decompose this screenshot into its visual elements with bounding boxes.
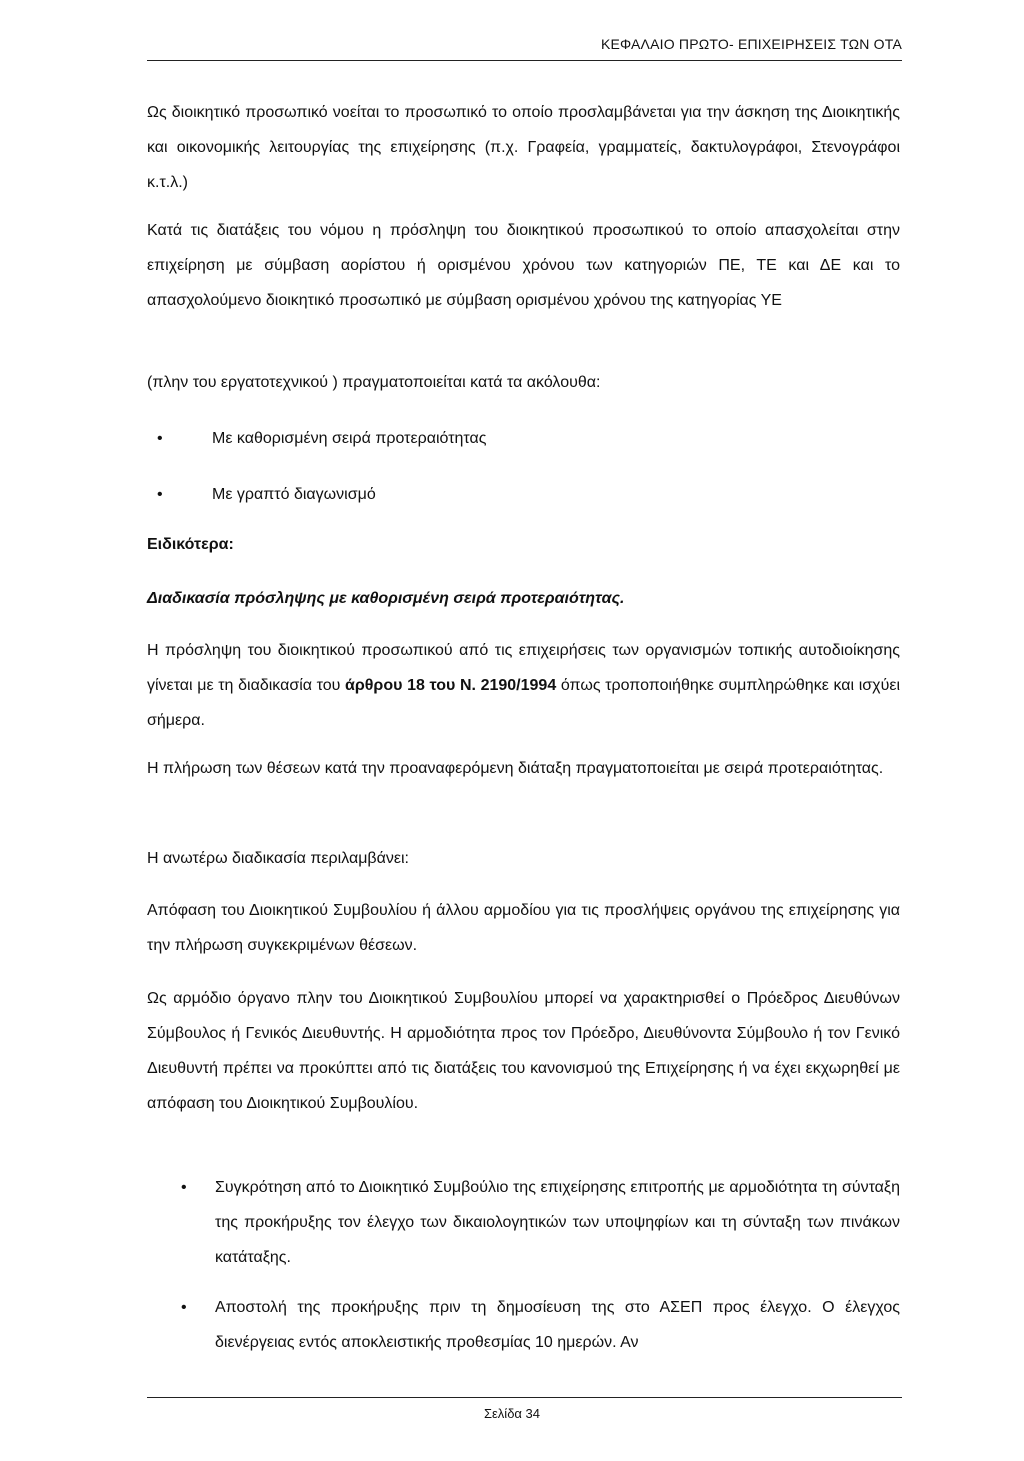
list-item-written-exam <box>147 477 900 512</box>
paragraph-board-decision: Απόφαση του Διοικητικού Συμβουλίου ή άλλου αρμοδίου για τις προσλήψεις οργάνου της επιχείρησης για την πλήρωση συγκεκριμένων θέσεων. <box>147 902 900 954</box>
paragraph-competent-body: Ως αρμόδιο όργανο πλην του Διοικητικού Συμβουλίου μπορεί να χαρακτηρισθεί ο Πρόεδρος Διευθύνων Σύμβουλος ή Γενικός Διευθυντής. Η αρμοδιότητα προς τον Πρόεδρο, Διευθύνοντα Σύμβουλο ή τον Γενικό Διευθυντή πρέπει να προκύπτει από τις διατάξεις του κανονισμού της Επιχείρησης ή να έχει εκχωρηθεί με απόφαση του Διοικητικού Συμβουλίου. <box>147 990 900 1112</box>
law-reference: άρθρου 18 του Ν. 2190/1994 <box>345 677 557 694</box>
bullet-icon: • <box>181 1299 187 1316</box>
section-title: Διαδικασία πρόσληψης με καθορισμένη σειρά προτεραιότητας. <box>147 590 625 607</box>
paragraph-text: Η πρόσληψη του διοικητικού προσωπικού από τις επιχειρήσεις των οργανισμών τοπικής αυτοδιοίκησης γίνεται με τη διαδικασία του <box>147 642 900 694</box>
paragraph-legal-provisions: Κατά τις διατάξεις του νόμου η πρόσληψη του διοικητικού προσωπικού το οποίο απασχολείται στην επιχείρηση με σύμβαση αορίστου ή ορισμένου χρόνου των κατηγοριών ΠΕ, ΤΕ και ΔΕ και το απασχολούμενο διοικητικό προσωπικό με σύμβαση ορισμένου χρόνου της κατηγορίας ΥΕ <box>147 222 900 309</box>
list-item-text: Με γραπτό διαγωνισμό <box>212 486 376 503</box>
paragraph-filling-positions: Η πλήρωση των θέσεων κατά την προαναφερόμενη διάταξη πραγματοποιείται με σειρά προτεραιότητας. <box>147 760 884 777</box>
running-header: ΚΕΦΑΛΑΙΟ ΠΡΩΤΟ- ΕΠΙΧΕΙΡΗΣΕΙΣ ΤΩΝ ΟΤΑ <box>600 36 902 52</box>
list-item-text: Με καθορισμένη σειρά προτεραιότητας <box>212 430 487 447</box>
paragraph-hiring-procedure <box>147 633 900 738</box>
paragraph-procedure-includes: Η ανωτέρω διαδικασία περιλαμβάνει: <box>147 850 409 867</box>
paragraph-admin-staff-definition: Ως διοικητικό προσωπικό νοείται το προσωπικό το οποίο προσλαμβάνεται για την άσκηση της Διοικητικής και οικονομικής λειτουργίας της επιχείρησης (π.χ. Γραφεία, γραμματείς, δακτυλογράφοι, Στενογράφοι κ.τ.λ.) <box>147 104 900 191</box>
footer-divider <box>147 1397 902 1398</box>
list-item-priority-order <box>147 421 900 456</box>
paragraph-text: όπως τροποποιήθηκε συμπληρώθηκε και ισχύει σήμερα. <box>147 677 900 729</box>
bullet-icon: • <box>157 430 163 447</box>
paragraph-procedure-intro: (πλην του εργατοτεχνικού ) πραγματοποιείται κατά τα ακόλουθα: <box>147 374 601 391</box>
header-divider <box>147 60 902 61</box>
list-item-text: Συγκρότηση από το Διοικητικό Συμβούλιο της επιχείρησης επιτροπής με αρμοδιότητα τη σύνταξη της προκήρυξης τον έλεγχο των δικαιολογητικών των υποψηφίων και τη σύνταξη των πινάκων κατάταξης. <box>215 1179 900 1266</box>
bullet-icon: • <box>181 1179 187 1196</box>
list-item-asep-review <box>147 1290 900 1360</box>
specifically-heading: Ειδικότερα: <box>147 536 234 553</box>
bullet-icon: • <box>157 486 163 503</box>
list-item-committee <box>147 1170 900 1275</box>
list-item-text: Αποστολή της προκήρυξης πριν τη δημοσίευση της στο ΑΣΕΠ προς έλεγχο. Ο έλεγχος διενέργειας εντός αποκλειστικής προθεσμίας 10 ημερών. Αν <box>215 1299 900 1351</box>
page-number: Σελίδα 34 <box>483 1406 541 1421</box>
